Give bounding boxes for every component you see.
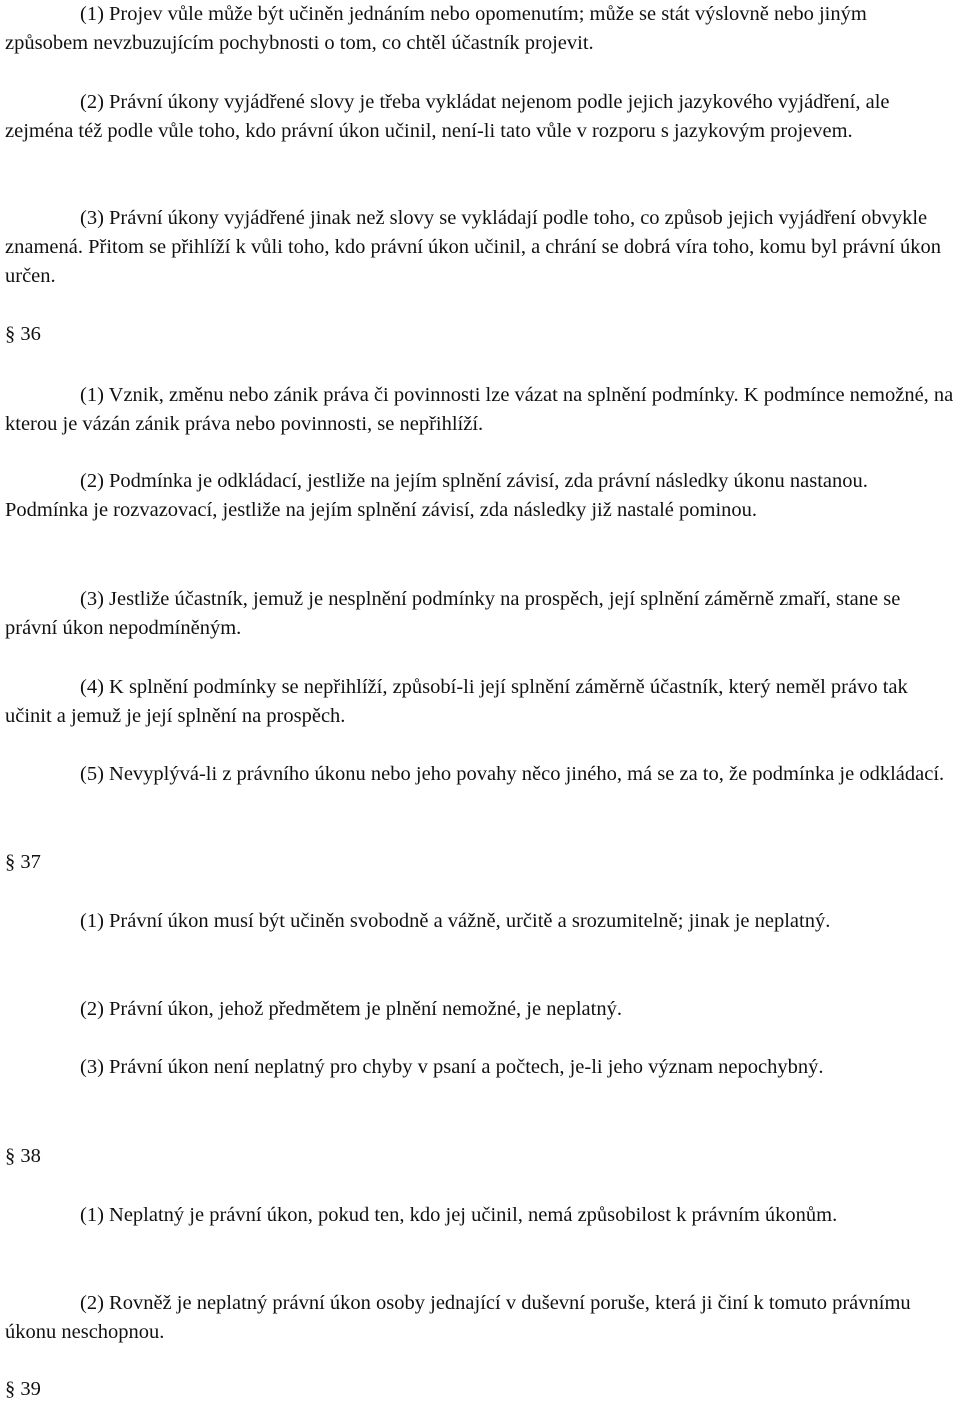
paragraph-35-3: (3) Právní úkony vyjádřené jinak než slovy se vykládají podle toho, co způsob jejich vyjádření obvykle znamená. Přitom se přihlíží k vůli toho, kdo právní úkon učinil, a chrání se dobrá víra toho, komu byl právní úkon určen. (5, 207, 941, 287)
paragraph-36-3: (3) Jestliže účastník, jemuž je nesplnění podmínky na prospěch, její splnění záměrně zmaří, stane se právní úkon nepodmíněným. (5, 588, 901, 639)
paragraph-38-1: (1) Neplatný je právní úkon, pokud ten, kdo jej učinil, nemá způsobilost k právním úkonům. (80, 1204, 838, 1226)
section-heading-36: § 36 (5, 323, 41, 345)
paragraph-37-2: (2) Právní úkon, jehož předmětem je plnění nemožné, je neplatný. (80, 998, 622, 1020)
paragraph-37-1: (1) Právní úkon musí být učiněn svobodně a vážně, určitě a srozumitelně; jinak je neplatný. (80, 910, 831, 932)
paragraph-35-2: (2) Právní úkony vyjádřené slovy je třeba vykládat nejenom podle jejich jazykového vyjádření, ale zejména též podle vůle toho, kdo právní úkon učinil, není-li tato vůle v rozporu s jazykovým projevem. (5, 91, 890, 142)
section-heading-37: § 37 (5, 851, 41, 873)
section-heading-39: § 39 (5, 1378, 41, 1400)
paragraph-35-1: (1) Projev vůle může být učiněn jednáním nebo opomenutím; může se stát výslovně nebo jiným způsobem nevzbuzujícím pochybnosti o tom, co chtěl účastník projevit. (5, 3, 867, 54)
paragraph-38-2: (2) Rovněž je neplatný právní úkon osoby jednající v duševní poruše, která ji činí k tomuto právnímu úkonu neschopnou. (5, 1292, 911, 1343)
section-heading-38: § 38 (5, 1145, 41, 1167)
paragraph-36-5: (5) Nevyplývá-li z právního úkonu nebo jeho povahy něco jiného, má se za to, že podmínka je odkládací. (80, 763, 945, 785)
paragraph-36-2: (2) Podmínka je odkládací, jestliže na jejím splnění závisí, zda právní následky úkonu nastanou. Podmínka je rozvazovací, jestliže na jejím splnění závisí, zda následky již nastalé pominou. (5, 470, 868, 521)
paragraph-36-4: (4) K splnění podmínky se nepřihlíží, způsobí-li její splnění záměrně účastník, který neměl právo tak učinit a jemuž je její splnění na prospěch. (5, 676, 908, 727)
paragraph-37-3: (3) Právní úkon není neplatný pro chyby v psaní a počtech, je-li jeho význam nepochybný. (80, 1056, 824, 1078)
paragraph-36-1: (1) Vznik, změnu nebo zánik práva či povinnosti lze vázat na splnění podmínky. K podmínce nemožné, na kterou je vázán zánik práva nebo povinnosti, se nepřihlíží. (5, 384, 954, 435)
